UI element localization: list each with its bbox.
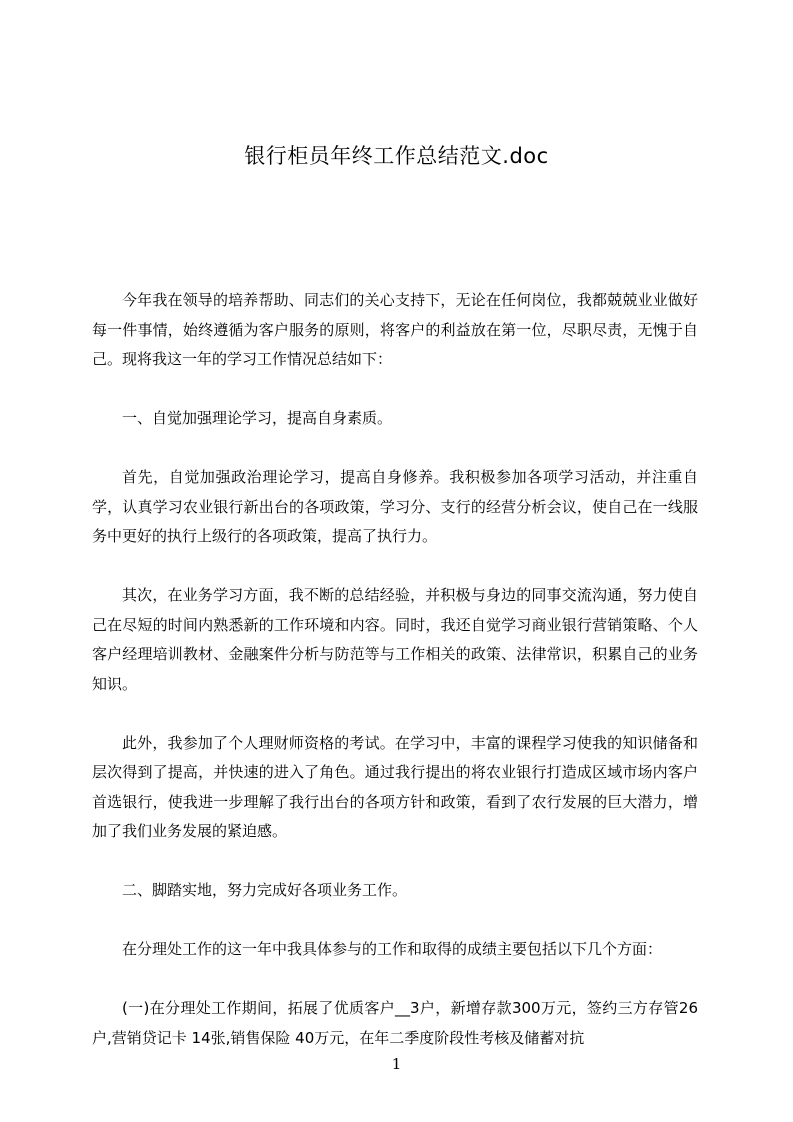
document-body (92, 286, 698, 1053)
document-title: 银行柜员年终工作总结范文.doc (244, 144, 549, 168)
section-heading-2: 二、脚踏实地，努力完成好各项业务工作。 (122, 881, 408, 899)
paragraph-first: 首先，自觉加强政治理论学习，提高自身修养。我积极参加各项学习活动，并注重自学，认真学习农业银行新出台的各项政策，学习分、支行的经营分析会议，使自己在一线服务中更好的执行上级行的各项政策，提高了执行力。 (92, 468, 698, 545)
paragraph-second: 其次，在业务学习方面，我不断的总结经验，并积极与身边的同事交流沟通，努力使自己在尽短的时间内熟悉新的工作环境和内容。同时，我还自觉学习商业银行营销策略、个人客户经理培训教材、金融案件分析与防范等与工作相关的政策、法律常识，积累自己的业务知识。 (92, 586, 698, 693)
paragraph-intro: 今年我在领导的培养帮助、同志们的关心支持下，无论在任何岗位，我都兢兢业业做好每一件事情，始终遵循为客户服务的原则，将客户的利益放在第一位，尽职尽责，无愧于自己。现将我这一年的学习工作情况总结如下： (92, 291, 698, 368)
paragraph-additionally: 此外，我参加了个人理财师资格的考试。在学习中，丰富的课程学习使我的知识储备和层次得到了提高，并快速的进入了角色。通过我行提出的将农业银行打造成区域市场内客户首选银行，使我进一步理解了我行出台的各项方针和政策，看到了农行发展的巨大潜力，增加了我们业务发展的紧迫感。 (92, 733, 698, 840)
page-number: 1 (391, 1055, 402, 1073)
paragraph-overview: 在分理处工作的这一年中我具体参与的工作和取得的成绩主要包括以下几个方面： (122, 940, 663, 958)
section-heading-1: 一、自觉加强理论学习，提高自身素质。 (122, 409, 393, 427)
paragraph-item-1: (一)在分理处工作期间，拓展了优质客户__3户，新增存款300万元，签约三方存管26户,营销贷记卡 14张,销售保险 40万元，在年二季度阶段性考核及储蓄对抗 (92, 999, 698, 1047)
